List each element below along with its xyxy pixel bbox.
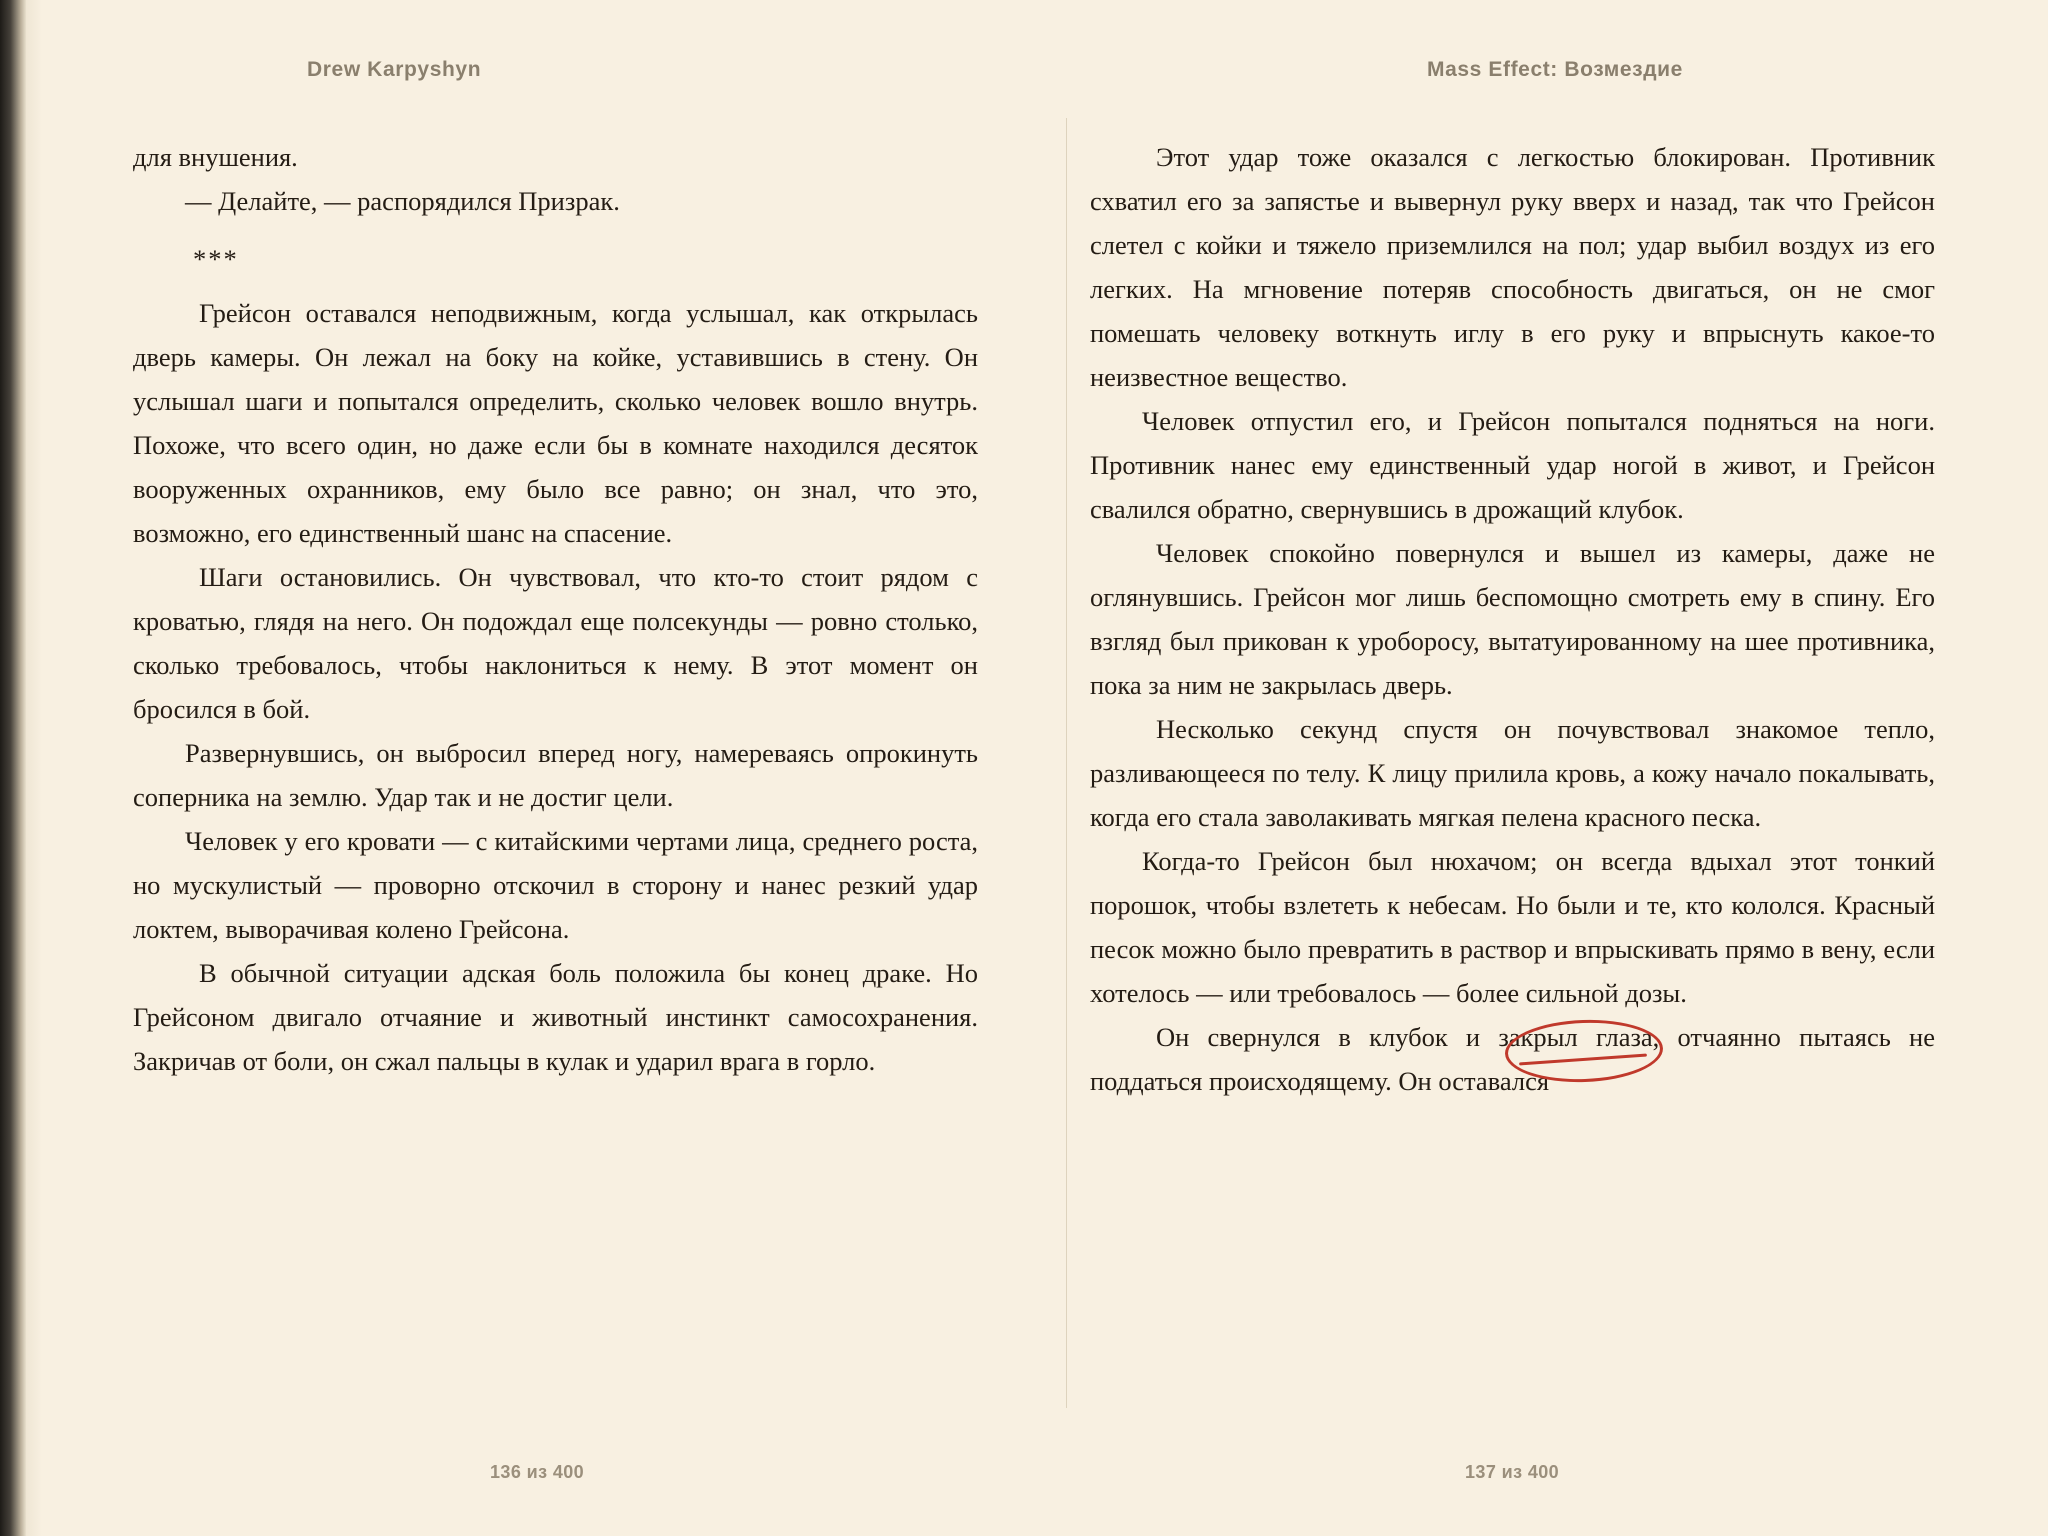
page-header [42,58,2048,88]
paragraph: Человек отпустил его, и Грейсон попытался подняться на ноги. Противник нанес ему единственный удар ногой в живот, и Грейсон свалился обратно, свернувшись в дрожащий клубок. [1090,406,1935,524]
page-number-left: 136 из 400 [490,1462,585,1482]
paragraph: Шаги остановились. Он чувствовал, что кто-то стоит рядом с кроватью, глядя на него. Он подождал еще полсекунды — ровно столько, сколько требовалось, чтобы наклониться к нему. В этот момент он бросился в бой. [133,562,978,724]
paragraph: Несколько секунд спустя он почувствовал знакомое тепло, разливающееся по телу. К лицу прилила кровь, а кожу начало покалывать, когда его стала заволакивать мягкая пелена красного песка. [1090,714,1935,832]
header-author: Drew Karpyshyn [307,58,482,81]
paragraph: Грейсон оставался неподвижным, когда услышал, как открылась дверь камеры. Он лежал на боку на койке, уставившись в стену. Он услышал шаги и попытался определить, сколько человек вошло внутрь. Похоже, что всего один, но даже если бы в комнате находился десяток вооруженных охранников, ему было все равно; он знал, что это, возможно, его единственный шанс на спасение. [133,298,978,548]
paragraph-with-annotation: Когда-то Грейсон был нюхачом; он всегда вдыхал этот тонкий порошок, чтобы взлететь к небесам. Но были и те, кто кололся. Красный песок можно было превратить в раствор и впрыскивать прямо в вену, если хотелось — или требовалось — более сильной дозы. [1090,846,1935,1008]
page-number-right: 137 из 400 [1465,1462,1560,1482]
header-book-title: Mass Effect: Возмездие [1427,58,1683,81]
page-columns [0,135,2048,1385]
paragraph: Он свернулся в клубок и закрыл глаза, отчаянно пытаясь не поддаться происходящему. Он оставался [1090,1022,1935,1096]
paragraph: Этот удар тоже оказался с легкостью блокирован. Противник схватил его за запястье и вывернул руку вверх и назад, так что Грейсон слетел с койки и тяжело приземлился на пол; удар выбил воздух из его легких. На мгновение потеряв способность двигаться, он не смог помешать человеку воткнуть иглу в его руку и впрыснуть какое-то неизвестное вещество. [1090,142,1935,392]
paragraph: для внушения. [133,142,298,172]
paragraph: В обычной ситуации адская боль положила бы конец драке. Но Грейсоном двигало отчаяние и животный инстинкт самосохранения. Закричав от боли, он сжал пальцы в кулак и ударил врага в горло. [133,958,978,1076]
paragraph: Развернувшись, он выбросил вперед ногу, намереваясь опрокинуть соперника на землю. Удар так и не достиг цели. [133,738,978,812]
paragraph: Человек у его кровати — с китайскими чертами лица, среднего роста, но мускулистый — проворно отскочил в сторону и нанес резкий удар локтем, выворачивая колено Грейсона. [133,826,978,944]
left-text-column [133,135,978,1083]
right-text-column [1090,135,1935,1103]
paragraph: Человек спокойно повернулся и вышел из камеры, даже не оглянувшись. Грейсон мог лишь беспомощно смотреть ему в спину. Его взгляд был прикован к уроборосу, вытатуированному на шее противника, пока за ним не закрылась дверь. [1090,538,1935,700]
section-separator: *** [193,244,239,274]
paragraph: — Делайте, — распорядился Призрак. [185,186,620,216]
page-footer [0,1462,2048,1488]
